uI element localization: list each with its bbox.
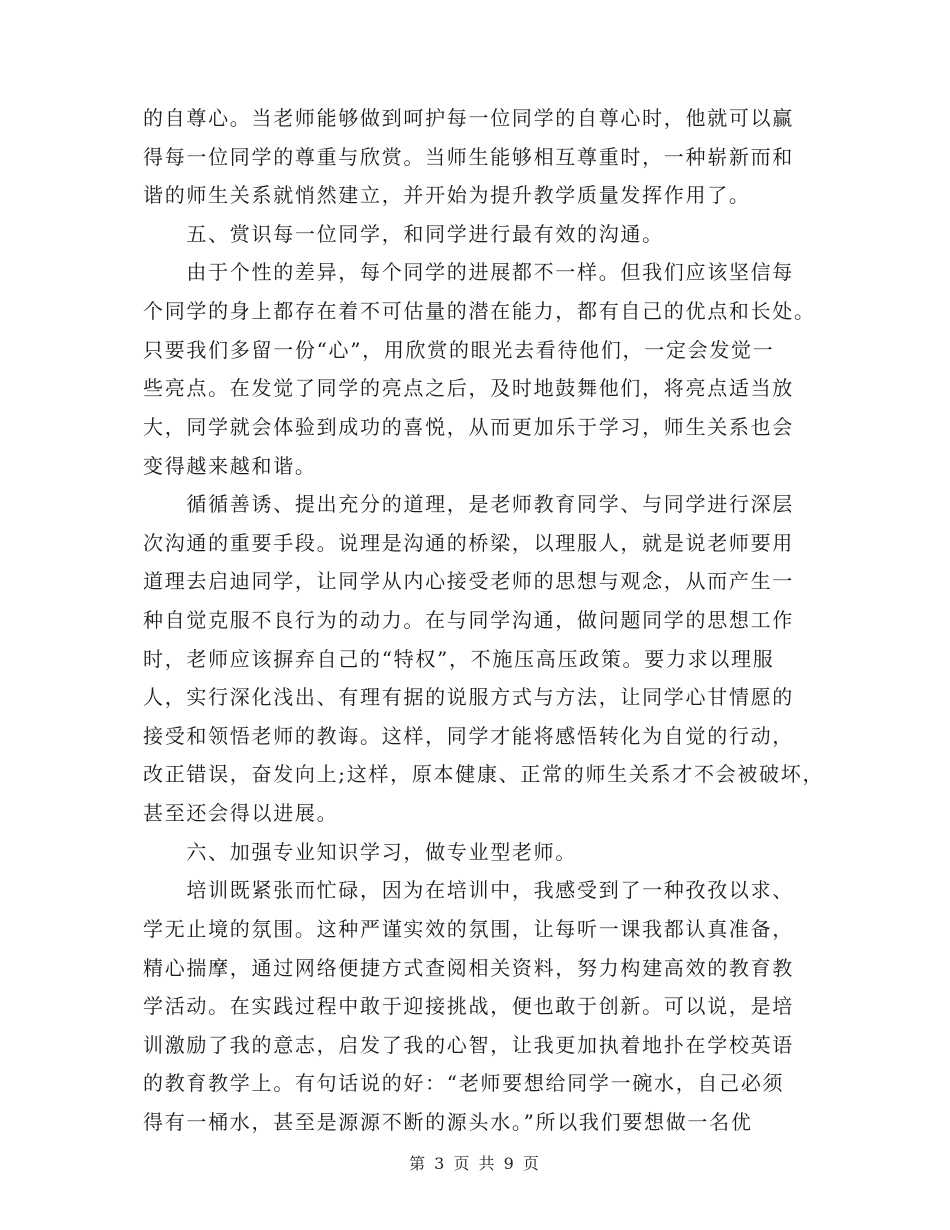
- page-number-footer: 第 3 页 共 9 页: [409, 1154, 541, 1173]
- text-line: 学无止境的氛围。这种严谨实效的氛围，让每听一课我都认真准备，: [143, 917, 794, 941]
- text-line: 循循善诱、提出充分的道理，是老师教育同学、与同学进行深层: [143, 492, 794, 516]
- text-line: 只要我们多留一份“心”，用欣赏的眼光去看待他们，一定会发觉一: [143, 338, 775, 362]
- text-line: 得每一位同学的尊重与欣赏。当师生能够相互尊重时，一种崭新而和: [143, 145, 794, 169]
- text-line: 变得越来越和谐。: [143, 454, 317, 478]
- text-line: 时，老师应该摒弃自己的“特权”，不施压高压政策。要力求以理服: [143, 647, 775, 671]
- section-heading: 五、赏识每一位同学，和同学进行最有效的沟通。: [143, 222, 664, 246]
- text-line: 的自尊心。当老师能够做到呵护每一位同学的自尊心时，他就可以赢: [143, 106, 794, 130]
- text-line: 些亮点。在发觉了同学的亮点之后，及时地鼓舞他们，将亮点适当放: [143, 376, 794, 400]
- text-line: 谐的师生关系就悄然建立，并开始为提升教学质量发挥作用了。: [143, 183, 751, 207]
- text-line: 培训既紧张而忙碌，因为在培训中，我感受到了一种孜孜以求、: [143, 878, 794, 902]
- text-line: 道理去启迪同学，让同学从内心接受老师的思想与观念，从而产生一: [143, 569, 794, 593]
- text-line: 大，同学就会体验到成功的喜悦，从而更加乐于学习，师生关系也会: [143, 415, 794, 439]
- text-line: 次沟通的重要手段。说理是沟通的桥梁，以理服人，就是说老师要用: [143, 531, 794, 555]
- text-line: 改正错误，奋发向上;这样，原本健康、正常的师生关系才不会被破坏，: [143, 762, 825, 786]
- text-line: 个同学的身上都存在着不可估量的潜在能力，都有自己的优点和长处。: [143, 299, 816, 323]
- text-line: 精心揣摩，通过网络便捷方式查阅相关资料，努力构建高效的教育教: [143, 956, 794, 980]
- section-heading: 六、加强专业知识学习，做专业型老师。: [143, 840, 577, 864]
- text-line: 甚至还会得以进展。: [143, 801, 339, 825]
- text-line: 的教育教学上。有句话说的好：“老师要想给同学一碗水，自己必须: [143, 1071, 785, 1095]
- text-line: 训激励了我的意志，启发了我的心智，让我更加执着地扑在学校英语: [143, 1033, 794, 1057]
- text-line-overflow: 得有一桶水，甚至是源源不断的源头水。”所以我们要想做一名优: [143, 1110, 753, 1134]
- text-line: 由于个性的差异，每个同学的进展都不一样。但我们应该坚信每: [143, 260, 794, 284]
- text-line: 接受和领悟老师的教诲。这样，同学才能将感悟转化为自觉的行动，: [143, 724, 794, 748]
- text-line: 学活动。在实践过程中敢于迎接挑战，便也敢于创新。可以说，是培: [143, 994, 794, 1018]
- text-line: 种自觉克服不良行为的动力。在与同学沟通，做问题同学的思想工作: [143, 608, 794, 632]
- text-line: 人，实行深化浅出、有理有据的说服方式与方法，让同学心甘情愿的: [143, 685, 794, 709]
